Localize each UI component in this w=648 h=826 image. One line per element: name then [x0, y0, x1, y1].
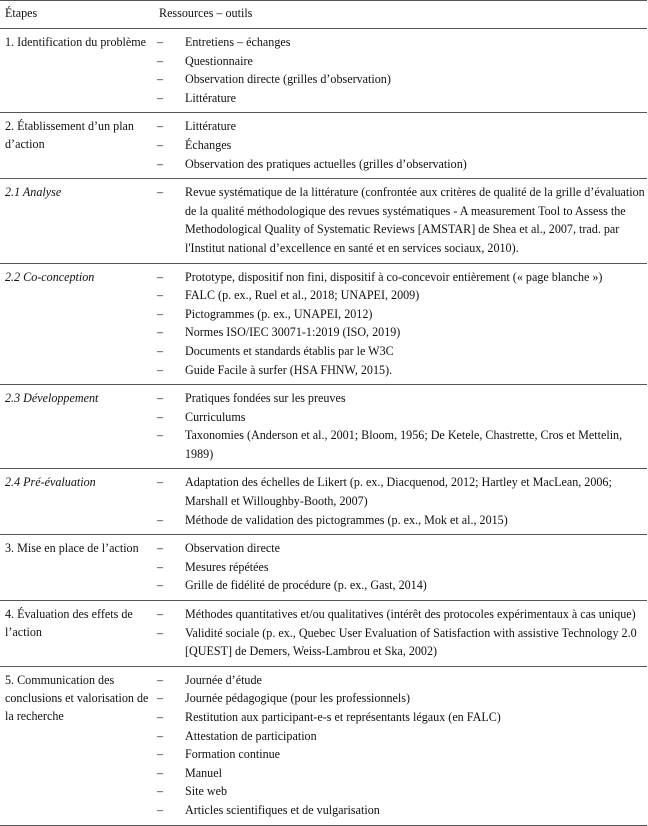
resource-list — [155, 113, 647, 179]
resource-item — [155, 33, 645, 52]
dash-bullet: – — [157, 765, 164, 780]
resource-item — [155, 782, 645, 801]
resource-item — [155, 605, 645, 624]
resource-item-text: Méthode de validation des pictogrammes (p. ex., Mok et al., 2015) — [185, 512, 508, 527]
resource-item — [155, 764, 645, 783]
resource-item-text: Curriculums — [185, 409, 246, 424]
resource-list — [155, 385, 647, 469]
dash-bullet: – — [157, 541, 164, 556]
resource-item — [155, 689, 645, 708]
resource-item — [155, 70, 645, 89]
step-label: 4. Évaluation des effets de l’action — [0, 601, 155, 667]
resource-item-text: Site web — [185, 784, 227, 799]
resource-item-text: Observation des pratiques actuelles (grilles d’observation) — [185, 156, 467, 171]
resource-item-text: Littérature — [185, 90, 237, 105]
table-row — [0, 601, 647, 667]
resource-item — [155, 155, 645, 174]
resource-list — [155, 666, 647, 825]
resource-item — [155, 323, 645, 342]
resource-list — [155, 263, 647, 385]
resource-item-text: Guide Facile à surfer (HSA FHNW, 2015). — [185, 362, 393, 377]
table-row — [0, 535, 647, 601]
dash-bullet: – — [157, 672, 164, 687]
dash-bullet: – — [157, 728, 164, 743]
table-row — [0, 666, 647, 825]
resource-item — [155, 708, 645, 727]
resource-item — [155, 576, 645, 595]
dash-bullet: – — [157, 391, 164, 406]
resource-item — [155, 389, 645, 408]
resource-item-text: Documents et standards établis par le W3C — [185, 343, 394, 358]
resource-item — [155, 52, 645, 71]
resource-item — [155, 558, 645, 577]
dash-bullet: – — [157, 710, 164, 724]
header-ressources-outils: Ressources – outils — [155, 1, 647, 29]
dash-bullet: – — [157, 90, 164, 105]
resource-item-text: Littérature — [185, 119, 237, 134]
dash-bullet: – — [157, 559, 164, 574]
dash-bullet: – — [157, 475, 164, 490]
resource-item — [155, 727, 645, 746]
step-label: 5. Communication des conclusions et valorisation de la recherche — [0, 666, 155, 825]
resource-item — [155, 408, 645, 427]
dash-bullet: – — [157, 325, 164, 340]
dash-bullet: – — [157, 306, 164, 321]
resource-item-text: Grille de fidélité de procédure (p. ex., Gast, 2014) — [185, 578, 427, 593]
resource-item — [155, 268, 645, 287]
step-label: 1. Identification du problème — [0, 29, 155, 113]
resource-item — [155, 426, 645, 463]
dash-bullet: – — [157, 607, 164, 622]
resource-item-text: Taxonomies (Anderson et al., 2001; Bloom, 1956; De Ketele, Chastrette, Cros et Mettelin, 1989) — [185, 428, 623, 461]
resource-item-text: Adaptation des échelles de Likert (p. ex., Diacquenod, 2012; Hartley et MacLean, 2006; Marshall et Willoughby-Booth, 2007) — [185, 475, 612, 509]
table-header-row — [0, 1, 647, 29]
resource-item-text: Validité sociale (p. ex., Quebec User Evaluation of Satisfaction with assistive Technology 2.0 [QUEST] de Demers, Weiss-Lambrou et Ska, 2002) — [185, 625, 637, 659]
table-row — [0, 263, 647, 385]
dash-bullet: – — [157, 53, 164, 68]
dash-bullet: – — [157, 156, 164, 171]
resource-item — [155, 745, 645, 764]
resource-item-text: Journée pédagogique (pour les professionnels) — [185, 691, 411, 706]
resource-item-text: Pratiques fondées sur les preuves — [185, 391, 346, 406]
resource-item-text: Restitution aux participant-e-s et représentants légaux (en FALC) — [185, 710, 501, 724]
dash-bullet: – — [157, 35, 164, 49]
resource-item — [155, 361, 645, 380]
resource-item — [155, 286, 645, 305]
resource-item — [155, 511, 645, 530]
resource-item — [155, 342, 645, 361]
dash-bullet: – — [157, 185, 164, 200]
resource-item — [155, 89, 645, 108]
resource-item — [155, 801, 645, 820]
dash-bullet: – — [157, 784, 164, 799]
dash-bullet: – — [157, 802, 164, 817]
resource-item-text: Formation continue — [185, 747, 281, 762]
resource-item-text: Prototype, dispositif non fini, dispositif à co-concevoir entièrement (« page blanche ») — [185, 269, 603, 284]
table-row — [0, 29, 647, 113]
resource-item-text: Méthodes quantitatives et/ou qualitatives (intérêt des protocoles expérimentaux à cas unique) — [185, 607, 636, 622]
dash-bullet: – — [157, 362, 164, 377]
resource-item — [155, 136, 645, 155]
resource-item-text: FALC (p. ex., Ruel et al., 2018; UNAPEI, 2009) — [185, 288, 420, 303]
step-label: 2. Établissement d’un plan d’action — [0, 113, 155, 179]
resource-item — [155, 305, 645, 324]
dash-bullet: – — [157, 428, 164, 443]
resource-list — [155, 469, 647, 535]
step-label: 2.1 Analyse — [0, 179, 155, 263]
dash-bullet: – — [157, 512, 164, 527]
step-label: 2.3 Développement — [0, 385, 155, 469]
table-row — [0, 469, 647, 535]
resource-item-text: Mesures répétées — [185, 559, 269, 574]
resource-list — [155, 29, 647, 113]
step-label: 2.4 Pré-évaluation — [0, 469, 155, 535]
table-row — [0, 113, 647, 179]
resource-item-text: Entretiens – échanges — [185, 35, 291, 49]
resource-list — [155, 601, 647, 667]
resource-list — [155, 179, 647, 263]
dash-bullet: – — [157, 343, 164, 358]
dash-bullet: – — [157, 691, 164, 706]
resource-item-text: Observation directe (grilles d’observation) — [185, 72, 391, 87]
dash-bullet: – — [157, 269, 164, 284]
resource-item-text: Observation directe — [185, 541, 281, 556]
resource-item-text: Échanges — [185, 137, 232, 152]
resource-item-text: Articles scientifiques et de vulgarisation — [185, 802, 380, 817]
resource-item — [155, 117, 645, 136]
dash-bullet: – — [157, 72, 164, 87]
dash-bullet: – — [157, 578, 164, 593]
resource-item-text: Journée d’étude — [185, 672, 262, 687]
resource-item-text: Attestation de participation — [185, 728, 317, 743]
header-etapes: Étapes — [0, 1, 155, 29]
dash-bullet: – — [157, 137, 164, 152]
dash-bullet: – — [157, 409, 164, 424]
resource-item — [155, 183, 645, 257]
resource-item-text: Revue systématique de la littérature (confrontée aux critères de qualité de la grille d’évaluation de la qualité méthodologique des revues systématiques - A measurement Tool to Assess the Methodological Quality of Systematic Reviews [AMSTAR] de Shea et al., 2007, trad. par l'Institut national d’excellence en santé et en services sociaux, 2010). — [185, 185, 645, 255]
table-body — [0, 29, 647, 826]
table-row — [0, 385, 647, 469]
dash-bullet: – — [157, 119, 164, 134]
resource-list — [155, 535, 647, 601]
resource-item-text: Manuel — [185, 765, 222, 780]
resource-item-text: Questionnaire — [185, 53, 253, 68]
resource-item — [155, 539, 645, 558]
dash-bullet: – — [157, 747, 164, 762]
table-row — [0, 179, 647, 263]
resource-item — [155, 624, 645, 661]
step-label: 2.2 Co-conception — [0, 263, 155, 385]
resource-item — [155, 671, 645, 690]
step-label: 3. Mise en place de l’action — [0, 535, 155, 601]
resource-item-text: Normes ISO/IEC 30071-1:2019 (ISO, 2019) — [185, 325, 401, 340]
resource-item — [155, 473, 645, 510]
dash-bullet: – — [157, 288, 164, 303]
resource-item-text: Pictogrammes (p. ex., UNAPEI, 2012) — [185, 306, 373, 321]
dash-bullet: – — [157, 625, 164, 640]
